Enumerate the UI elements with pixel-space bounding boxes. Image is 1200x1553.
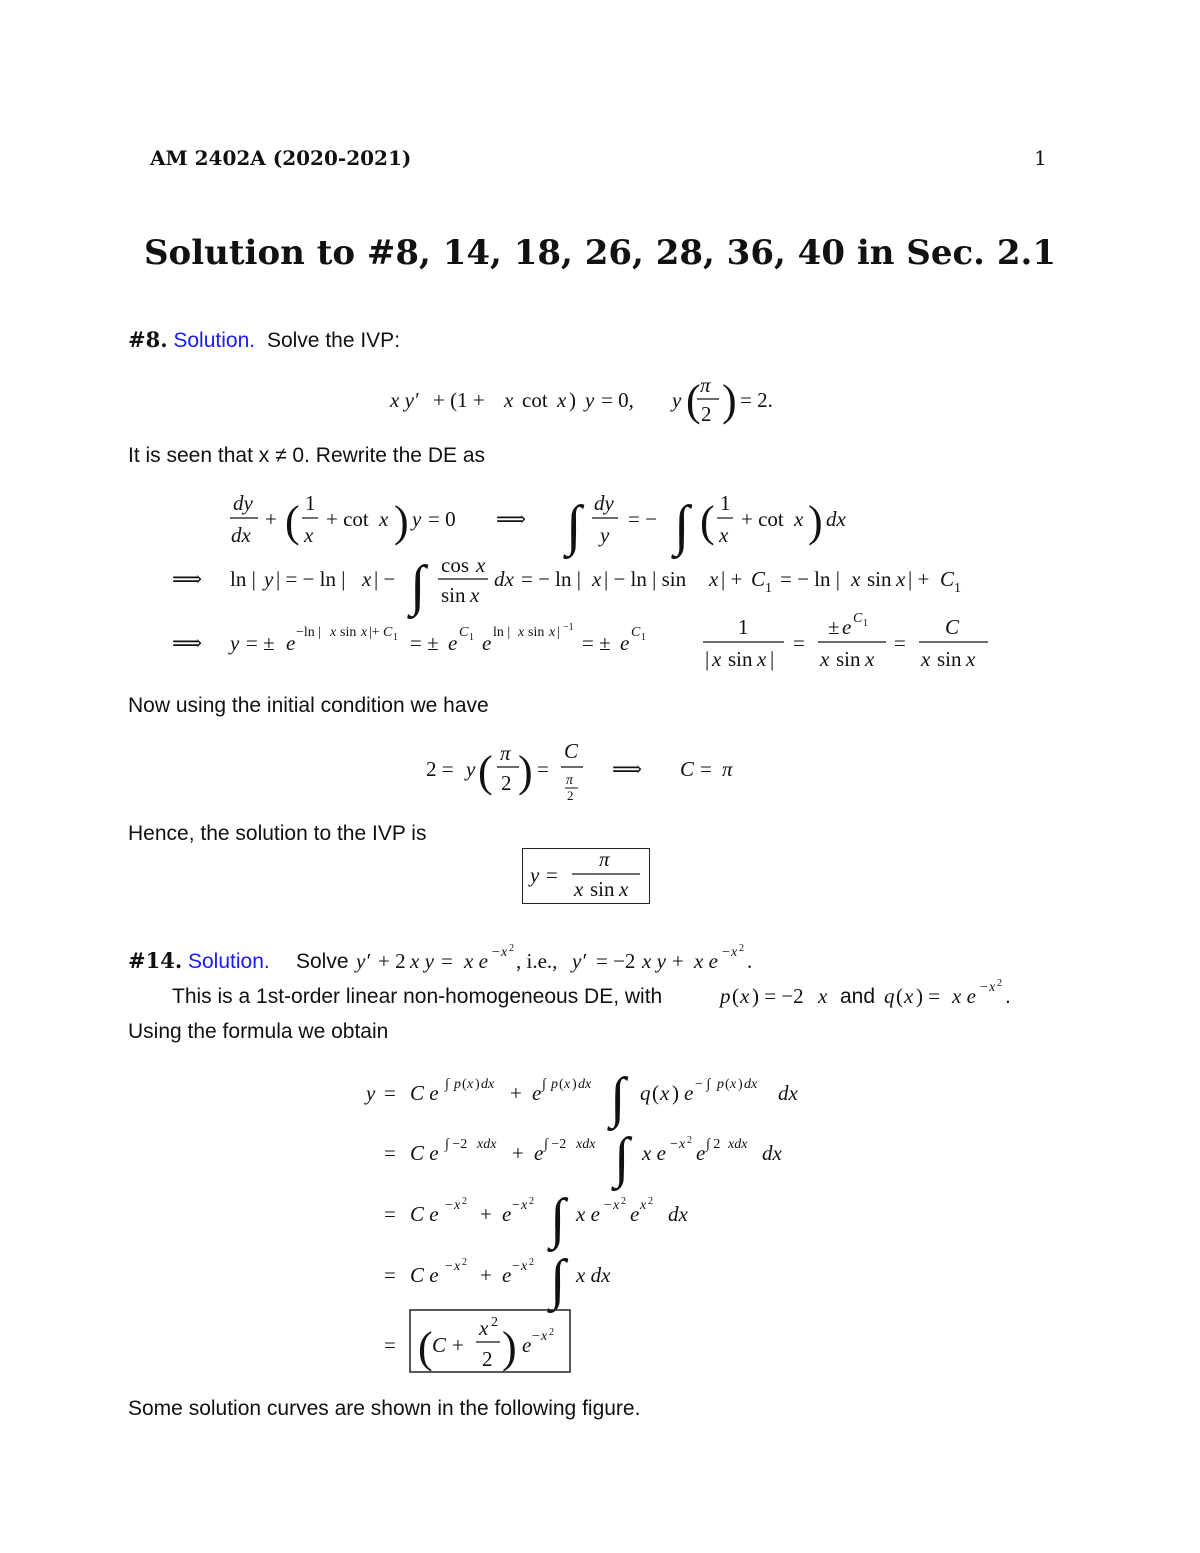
svg-text:x: x [549, 625, 556, 640]
svg-text:x e: x e [464, 949, 488, 973]
svg-text:x: x [921, 647, 931, 671]
svg-text:Solve: Solve [296, 950, 349, 973]
svg-text:= −2: = −2 [596, 949, 636, 973]
svg-text:| −: | − [374, 567, 396, 591]
svg-text:|: | [557, 625, 560, 640]
svg-text:e: e [842, 615, 852, 639]
svg-text:dx: dx [744, 1077, 758, 1092]
svg-text:= 2.: = 2. [740, 388, 773, 412]
svg-text:x: x [613, 1198, 620, 1213]
svg-text:C e: C e [410, 1263, 439, 1287]
svg-text:y: y [672, 388, 682, 412]
svg-text:e: e [448, 631, 458, 655]
svg-text:2: 2 [462, 1257, 467, 1268]
problem-14-prompt [296, 940, 856, 980]
svg-text:−: − [604, 1198, 612, 1213]
svg-text:x e: x e [952, 984, 976, 1008]
svg-text:(: ( [559, 1077, 564, 1092]
svg-text:sin: sin [590, 877, 615, 901]
svg-text:=: = [384, 1263, 396, 1287]
closing-text: Some solution curves are shown in the following figure. [128, 1397, 641, 1420]
svg-text:x: x [557, 388, 567, 412]
svg-text:x: x [476, 553, 486, 577]
svg-text:1: 1 [765, 581, 772, 596]
svg-text:1: 1 [954, 581, 961, 596]
svg-text:x: x [730, 1077, 737, 1092]
svg-text:e: e [522, 1333, 532, 1357]
svg-text:dx: dx [826, 507, 846, 531]
svg-text:−ln |: −ln | [296, 625, 322, 640]
svg-text:x: x [966, 647, 976, 671]
svg-text:=: = [384, 1081, 396, 1105]
problem-8-number: #8. [128, 327, 168, 352]
svg-text:x: x [564, 1077, 571, 1092]
svg-text:| − ln | sin: | − ln | sin [604, 567, 687, 591]
svg-text:dy: dy [233, 491, 253, 515]
svg-text:∫ −2: ∫ −2 [445, 1137, 468, 1152]
svg-text:⟹: ⟹ [172, 567, 203, 591]
svg-text:x: x [521, 1259, 528, 1274]
svg-text:2: 2 [529, 1257, 534, 1268]
svg-text:∫: ∫ [550, 1188, 566, 1250]
svg-text:p: p [551, 1077, 558, 1092]
svg-text:e: e [696, 1141, 706, 1165]
svg-text:x: x [904, 984, 914, 1008]
svg-text:2: 2 [462, 1196, 467, 1207]
svg-text:sin: sin [728, 647, 753, 671]
svg-text:=: = [700, 757, 712, 781]
svg-text:π: π [700, 373, 711, 397]
svg-text:x: x [541, 1329, 548, 1344]
svg-text:(: ( [418, 1323, 433, 1372]
svg-text:+: + [512, 1141, 524, 1165]
svg-text:x: x [454, 1198, 461, 1213]
svg-text:C: C [680, 757, 695, 781]
svg-text:.: . [747, 949, 753, 973]
svg-text:+ 2: + 2 [378, 949, 406, 973]
svg-text:∫ 2: ∫ 2 [706, 1137, 721, 1152]
svg-text:x: x [501, 945, 508, 960]
svg-text:−: − [670, 1137, 678, 1152]
svg-text:e: e [620, 631, 630, 655]
svg-text:and: and [840, 985, 876, 1008]
svg-text:+: + [265, 507, 277, 531]
svg-text:1: 1 [738, 615, 749, 639]
solution-link[interactable]: Solution. [187, 950, 270, 973]
svg-text:x: x [679, 1137, 686, 1152]
svg-text:(: ( [462, 1077, 467, 1092]
svg-text:1: 1 [469, 632, 474, 643]
svg-text:): ) [722, 376, 737, 425]
svg-text:C: C [945, 615, 960, 639]
svg-text:+ cot: + cot [741, 507, 784, 531]
svg-text:+: + [510, 1081, 522, 1105]
svg-text:): ) [738, 1077, 743, 1092]
svg-text:): ) [518, 747, 533, 796]
svg-text:= −: = − [628, 507, 657, 531]
svg-text:2: 2 [567, 788, 574, 803]
svg-text:x: x [454, 1259, 461, 1274]
svg-text:dx: dx [778, 1081, 798, 1105]
svg-text:): ) [475, 1077, 480, 1092]
svg-text:(: ( [725, 1077, 730, 1092]
svg-text:.: . [1005, 985, 1011, 1008]
svg-text:(: ( [478, 747, 493, 796]
svg-text:2: 2 [549, 1327, 554, 1338]
problem-14-description [0, 978, 1200, 1048]
svg-text:=: = [384, 1333, 396, 1357]
svg-text:±: ± [828, 615, 840, 639]
svg-text:e: e [630, 1202, 640, 1226]
svg-text:) =: ) = [916, 984, 941, 1008]
svg-text:−: − [512, 1259, 520, 1274]
svg-text:x: x [660, 1081, 670, 1105]
svg-text:= − ln |: = − ln | [521, 567, 581, 591]
svg-text:x e: x e [642, 1141, 666, 1165]
svg-text:x: x [709, 567, 719, 591]
svg-text:2: 2 [701, 402, 712, 426]
svg-text:+: + [480, 1202, 492, 1226]
svg-text:x: x [794, 507, 804, 531]
svg-text:∫: ∫ [614, 1127, 630, 1189]
svg-text:| +: | + [908, 567, 930, 591]
svg-text:∫: ∫ [610, 1067, 626, 1129]
svg-text:2: 2 [621, 1196, 626, 1207]
svg-text:(: ( [732, 984, 739, 1008]
svg-text:(: ( [896, 984, 903, 1008]
svg-text:C: C [940, 567, 955, 591]
svg-text:x: x [479, 1316, 489, 1340]
svg-text:x: x [712, 647, 722, 671]
svg-text:x e: x e [694, 949, 718, 973]
svg-text:=: = [384, 1202, 396, 1226]
svg-text:= 0,: = 0, [601, 388, 634, 412]
svg-text:cot: cot [522, 388, 548, 412]
svg-text:⟹: ⟹ [612, 757, 643, 781]
svg-text:−: − [445, 1259, 453, 1274]
svg-text:x: x [989, 980, 996, 995]
svg-text:−: − [445, 1198, 453, 1213]
svg-text:(: ( [686, 376, 701, 425]
svg-text:1: 1 [863, 618, 868, 629]
svg-text:x: x [719, 523, 729, 547]
svg-text:x: x [521, 1198, 528, 1213]
svg-text:x: x [330, 625, 337, 640]
svg-text:1: 1 [305, 491, 316, 515]
svg-text:sin: sin [528, 625, 545, 640]
svg-text:+ cot: + cot [326, 507, 369, 531]
svg-text:2: 2 [482, 1347, 493, 1371]
svg-text:−: − [980, 980, 988, 995]
svg-text:=: = [384, 1141, 396, 1165]
svg-text:|: | [705, 647, 710, 671]
svg-text:e: e [286, 631, 296, 655]
svg-text:C: C [631, 625, 641, 640]
svg-text:q: q [640, 1081, 651, 1105]
svg-text:): ) [672, 1081, 679, 1105]
svg-text:⟹: ⟹ [172, 631, 203, 655]
problem-14-number: #14. [128, 948, 183, 973]
svg-text:sin: sin [836, 647, 861, 671]
svg-text:dx: dx [481, 1077, 495, 1092]
svg-text:∫: ∫ [566, 495, 582, 557]
svg-text:ln |: ln | [493, 625, 511, 640]
svg-text:⟹: ⟹ [496, 507, 527, 531]
svg-text:x: x [865, 647, 875, 671]
svg-text:2: 2 [739, 943, 744, 954]
solution-link[interactable]: Solution. [173, 329, 256, 352]
svg-text:2 =: 2 = [426, 757, 454, 781]
svg-text:− ∫: − ∫ [695, 1077, 711, 1092]
svg-text:1: 1 [720, 491, 731, 515]
svg-text:p: p [720, 984, 731, 1008]
svg-text:+: + [672, 949, 684, 973]
svg-text:ln |: ln | [230, 567, 256, 591]
svg-text:dx: dx [231, 523, 251, 547]
svg-text:π: π [722, 757, 733, 781]
problem-8-prompt: Solve the IVP: [266, 329, 401, 352]
svg-text:∫: ∫ [542, 1077, 546, 1092]
svg-text:C: C [853, 611, 863, 626]
svg-text:xdx: xdx [576, 1137, 596, 1152]
svg-text:This is a 1st-order linear non: This is a 1st-order linear non-homogeneous DE, with [172, 985, 663, 1008]
svg-text:x y′: x y′ [390, 388, 419, 412]
svg-text:(: ( [652, 1081, 659, 1105]
svg-text:): ) [572, 1077, 577, 1092]
svg-text:= − ln |: = − ln | [780, 567, 840, 591]
svg-text:x: x [757, 647, 767, 671]
svg-text:π: π [500, 741, 511, 765]
svg-text:): ) [569, 388, 576, 412]
svg-text:1: 1 [393, 632, 398, 643]
svg-text:dx: dx [578, 1077, 592, 1092]
svg-text:π: π [599, 848, 610, 871]
initial-condition-equation [0, 728, 1200, 808]
svg-text:x: x [304, 523, 314, 547]
problem-14-intro [128, 948, 270, 974]
svg-text:e: e [482, 631, 492, 655]
svg-text:x e: x e [576, 1202, 600, 1226]
svg-text:=: = [441, 949, 453, 973]
svg-text:x: x [361, 625, 368, 640]
svg-text:): ) [394, 497, 409, 546]
svg-text:=: = [537, 757, 549, 781]
svg-text:C: C [432, 1333, 447, 1357]
svg-text:y: y [600, 523, 610, 547]
svg-text:C: C [383, 625, 393, 640]
svg-text:= ±: = ± [410, 631, 439, 655]
svg-text:−: − [722, 945, 730, 960]
svg-text:sin: sin [867, 567, 892, 591]
initial-condition-text: Now using the initial condition we have [128, 694, 489, 717]
svg-text:−: − [532, 1329, 540, 1344]
svg-text:y: y [264, 567, 274, 591]
svg-text:C e: C e [410, 1202, 439, 1226]
problem-8-intro [128, 327, 400, 353]
svg-text:=: = [793, 631, 805, 655]
hence-text: Hence, the solution to the IVP is [128, 822, 427, 845]
svg-text:2: 2 [501, 771, 512, 795]
svg-text:x: x [731, 945, 738, 960]
svg-text:C: C [459, 625, 469, 640]
svg-text:x: x [470, 583, 480, 607]
svg-text:x: x [818, 984, 828, 1008]
svg-text:+: + [452, 1333, 464, 1357]
svg-text:q: q [884, 984, 895, 1008]
page-number: 1 [1034, 146, 1047, 170]
svg-text:π: π [566, 773, 574, 788]
svg-text:x: x [504, 388, 514, 412]
problem-8-note: It is seen that x ≠ 0. Rewrite the DE as [128, 444, 486, 467]
formula-derivation [0, 1060, 1200, 1390]
svg-text:= ±: = ± [582, 631, 611, 655]
svg-text:sin: sin [340, 625, 357, 640]
svg-text:−: − [492, 945, 500, 960]
svg-text:, i.e.,: , i.e., [516, 949, 558, 973]
svg-text:−: − [512, 1198, 520, 1213]
svg-text:(: ( [700, 497, 715, 546]
svg-text:cos: cos [441, 553, 469, 577]
svg-text:xdx: xdx [728, 1137, 748, 1152]
svg-text:| +: | + [721, 567, 743, 591]
svg-text:C e: C e [410, 1081, 439, 1105]
svg-text:y: y [230, 631, 240, 655]
svg-text:x: x [740, 984, 750, 1008]
svg-text:y: y [412, 507, 422, 531]
svg-text:): ) [808, 497, 823, 546]
svg-text:|: | [770, 647, 775, 671]
svg-text:x: x [640, 1198, 647, 1213]
svg-text:xdx: xdx [477, 1137, 497, 1152]
svg-text:) = −2: ) = −2 [752, 984, 804, 1008]
svg-text:=: = [894, 631, 906, 655]
svg-text:C: C [564, 739, 579, 763]
svg-text:): ) [502, 1323, 517, 1372]
svg-text:x dx: x dx [576, 1263, 611, 1287]
svg-text:x y: x y [642, 949, 666, 973]
svg-text:x y: x y [410, 949, 434, 973]
svg-text:∫: ∫ [550, 1249, 566, 1311]
svg-text:2: 2 [529, 1196, 534, 1207]
svg-text:x: x [362, 567, 372, 591]
ivp-equation [0, 360, 1200, 430]
svg-text:x: x [574, 877, 584, 901]
course-header: AM 2402A (2020-2021) [150, 146, 412, 170]
svg-text:x: x [592, 567, 602, 591]
svg-text:| = − ln |: | = − ln | [276, 567, 346, 591]
svg-text:+: + [480, 1263, 492, 1287]
svg-text:x: x [820, 647, 830, 671]
svg-text:1: 1 [641, 632, 646, 643]
svg-text:x: x [851, 567, 861, 591]
svg-text:C e: C e [410, 1141, 439, 1165]
svg-text:∫: ∫ [674, 495, 690, 557]
svg-text:∫: ∫ [445, 1077, 449, 1092]
svg-text:= ±: = ± [246, 631, 275, 655]
svg-text:sin: sin [441, 583, 466, 607]
svg-text:C: C [751, 567, 766, 591]
svg-text:2: 2 [648, 1196, 653, 1207]
svg-text:dy: dy [594, 491, 614, 515]
svg-text:y: y [585, 388, 595, 412]
svg-text:Using the formula we obtain: Using the formula we obtain [128, 1020, 389, 1043]
svg-text:y: y [530, 863, 540, 887]
svg-text:e: e [684, 1081, 694, 1105]
svg-text:y′: y′ [572, 949, 586, 973]
svg-text:|+: |+ [369, 625, 380, 640]
svg-text:2: 2 [509, 943, 514, 954]
svg-text:x: x [619, 877, 629, 901]
svg-text:e: e [502, 1202, 512, 1226]
answer-equation-8 [522, 848, 650, 904]
svg-text:−1: −1 [563, 622, 574, 633]
svg-text:p: p [454, 1077, 461, 1092]
svg-text:x: x [518, 625, 525, 640]
svg-text:dx: dx [668, 1202, 688, 1226]
svg-text:e: e [534, 1141, 544, 1165]
svg-text:2: 2 [687, 1135, 692, 1146]
svg-text:=: = [546, 863, 558, 887]
svg-text:∫ −2: ∫ −2 [544, 1137, 567, 1152]
svg-text:e: e [532, 1081, 542, 1105]
svg-text:+ (1 +: + (1 + [433, 388, 485, 412]
page-title: Solution to #8, 14, 18, 26, 28, 36, 40 in Sec. 2.1 [143, 233, 1057, 273]
svg-text:p: p [717, 1077, 724, 1092]
derivation-block [0, 486, 1200, 686]
svg-text:2: 2 [491, 1315, 498, 1330]
svg-text:(: ( [285, 497, 300, 546]
svg-text:∫: ∫ [410, 555, 426, 617]
svg-text:x: x [379, 507, 389, 531]
svg-text:x: x [896, 567, 906, 591]
svg-text:dx: dx [494, 567, 514, 591]
svg-text:y′: y′ [356, 949, 370, 973]
svg-text:dx: dx [762, 1141, 782, 1165]
svg-text:e: e [502, 1263, 512, 1287]
svg-text:y: y [366, 1081, 376, 1105]
svg-text:= 0: = 0 [428, 507, 456, 531]
svg-text:y: y [466, 757, 476, 781]
svg-text:x: x [467, 1077, 474, 1092]
svg-text:2: 2 [997, 978, 1002, 989]
svg-text:sin: sin [937, 647, 962, 671]
